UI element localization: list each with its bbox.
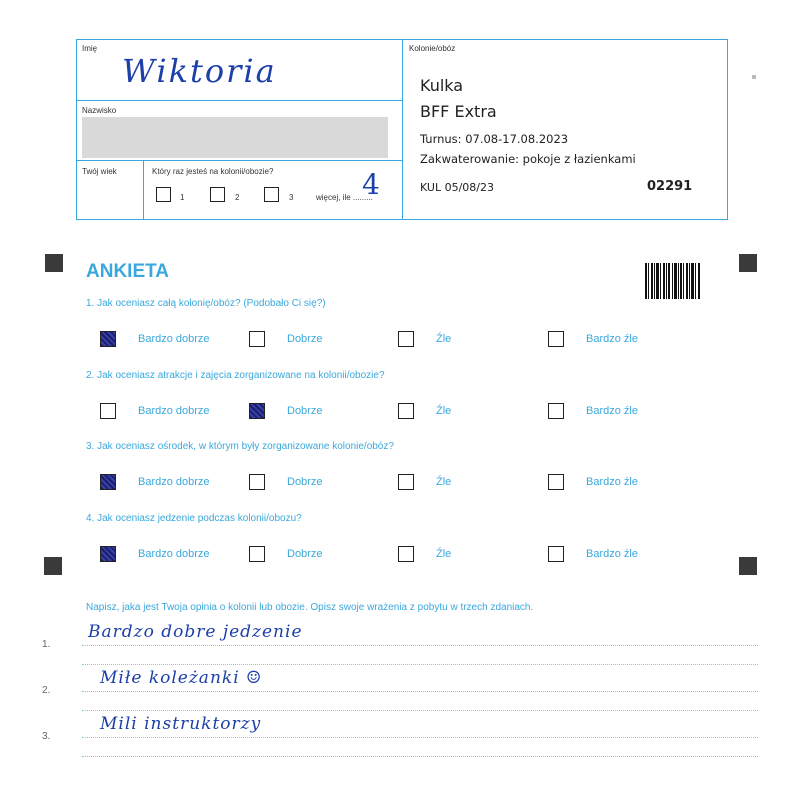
scan-dot [752, 75, 756, 79]
q4-option-4-label: Bardzo źle [586, 548, 638, 560]
q4-option-3-label: Źle [436, 548, 452, 560]
q1-option-2-label: Dobrze [287, 333, 323, 345]
wiecej-label: więcej, ile ......... [316, 193, 373, 202]
imie-value[interactable]: Wiktoria [122, 52, 277, 90]
opinion-handwritten-text[interactable]: Mili instruktorzy [100, 714, 262, 734]
q4-option-3-checkbox[interactable] [398, 546, 414, 562]
opinion-dotted-line [82, 691, 758, 692]
opinion-dotted-line [82, 737, 758, 738]
nazwisko-label: Nazwisko [82, 106, 117, 115]
q3-option-3-label: Źle [436, 476, 452, 488]
kolonie-label: Kolonie/obóz [409, 44, 456, 53]
opinion-dotted-line [82, 756, 758, 757]
opinion-handwritten-text[interactable]: Bardzo dobre jedzenie [88, 622, 303, 642]
opinion-line-number: 2. [42, 685, 51, 696]
q2-option-4-checkbox[interactable] [548, 403, 564, 419]
opinion-dotted-line [82, 645, 758, 646]
raz-3-checkbox[interactable] [264, 187, 279, 202]
q1-option-2-checkbox[interactable] [249, 331, 265, 347]
q3-option-1-label: Bardzo dobrze [138, 476, 210, 488]
q3-option-2-label: Dobrze [287, 476, 323, 488]
q2-option-3-label: Źle [436, 405, 452, 417]
q4-option-2-checkbox[interactable] [249, 546, 265, 562]
camp-code: KUL 05/08/23 [420, 181, 494, 194]
question-3-text: 3. Jak oceniasz ośrodek, w którym były zorganizowane kolonie/obóz? [86, 441, 394, 452]
opinion-line-number: 3. [42, 731, 51, 742]
q2-option-1-label: Bardzo dobrze [138, 405, 210, 417]
question-4-text: 4. Jak oceniasz jedzenie podczas kolonii/obozu? [86, 513, 302, 524]
imie-label: Imię [82, 44, 98, 53]
q3-option-1-checkbox[interactable] [100, 474, 116, 490]
q3-option-3-checkbox[interactable] [398, 474, 414, 490]
opinion-prompt: Napisz, jaka jest Twoja opinia o kolonii lub obozie. Opisz swoje wrażenia z pobytu w trzech zdaniach. [86, 602, 534, 613]
opinion-dotted-line [82, 664, 758, 665]
opinion-dotted-line [82, 710, 758, 711]
q4-option-1-checkbox[interactable] [100, 546, 116, 562]
q1-option-1-checkbox[interactable] [100, 331, 116, 347]
q2-option-2-checkbox[interactable] [249, 403, 265, 419]
q3-option-2-checkbox[interactable] [249, 474, 265, 490]
registration-marker [739, 254, 757, 272]
barcode [645, 263, 701, 299]
raz-2-label: 2 [235, 193, 240, 202]
wiek-label: Twój wiek [82, 167, 117, 176]
raz-2-checkbox[interactable] [210, 187, 225, 202]
q4-option-2-label: Dobrze [287, 548, 323, 560]
q2-option-4-label: Bardzo źle [586, 405, 638, 417]
camp-variant: BFF Extra [420, 102, 497, 121]
wiecej-value[interactable]: 4 [362, 168, 380, 201]
redacted-surname [82, 117, 388, 158]
raz-3-label: 3 [289, 193, 294, 202]
camp-name: Kulka [420, 76, 464, 95]
form-number: 02291 [647, 179, 693, 194]
q2-option-3-checkbox[interactable] [398, 403, 414, 419]
q2-option-1-checkbox[interactable] [100, 403, 116, 419]
survey-title: ANKIETA [86, 261, 170, 282]
registration-marker [45, 254, 63, 272]
q4-option-1-label: Bardzo dobrze [138, 548, 210, 560]
question-1-text: 1. Jak oceniasz całą kolonię/obóz? (Podobało Ci się?) [86, 298, 326, 309]
opinion-handwritten-text[interactable]: Miłe koleżanki ☺ [100, 668, 263, 688]
turnus-text: Turnus: 07.08-17.08.2023 [420, 132, 569, 146]
q1-option-3-checkbox[interactable] [398, 331, 414, 347]
q1-option-4-label: Bardzo źle [586, 333, 638, 345]
registration-marker [44, 557, 62, 575]
ktory-raz-label: Który raz jesteś na kolonii/obozie? [152, 167, 274, 176]
q3-option-4-label: Bardzo źle [586, 476, 638, 488]
raz-1-label: 1 [180, 193, 185, 202]
q4-option-4-checkbox[interactable] [548, 546, 564, 562]
question-2-text: 2. Jak oceniasz atrakcje i zajęcia zorganizowane na kolonii/obozie? [86, 370, 385, 381]
q2-option-2-label: Dobrze [287, 405, 323, 417]
q1-option-1-label: Bardzo dobrze [138, 333, 210, 345]
zakwaterowanie-text: Zakwaterowanie: pokoje z łazienkami [420, 152, 636, 166]
q1-option-3-label: Źle [436, 333, 452, 345]
q3-option-4-checkbox[interactable] [548, 474, 564, 490]
raz-1-checkbox[interactable] [156, 187, 171, 202]
registration-marker [739, 557, 757, 575]
opinion-line-number: 1. [42, 639, 51, 650]
q1-option-4-checkbox[interactable] [548, 331, 564, 347]
